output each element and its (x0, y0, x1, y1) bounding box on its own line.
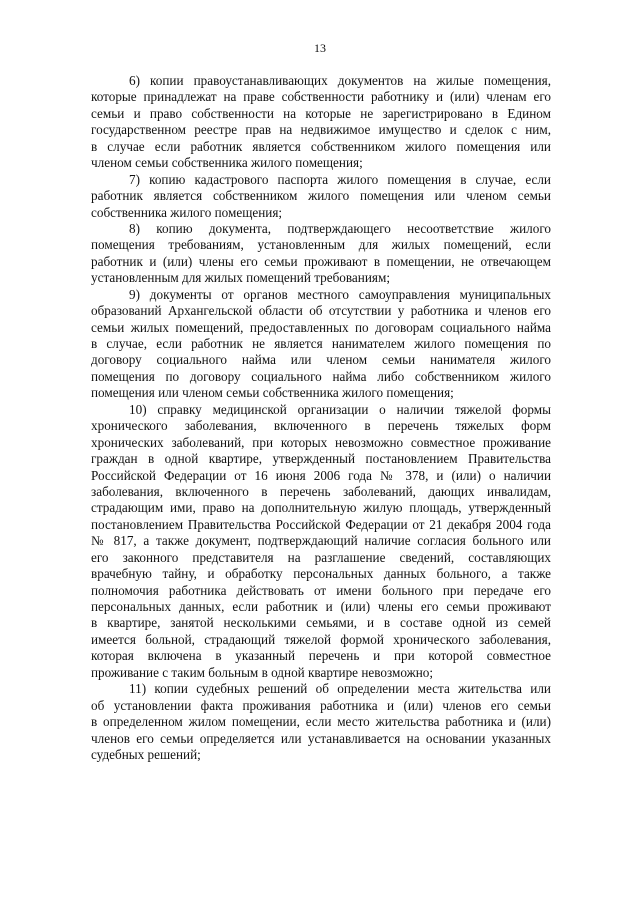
text-line: государственном реестре прав на недвижимое имущество и сделок с ним, (91, 122, 551, 138)
text-line: помещения или членом семьи собственника жилого помещения; (91, 385, 454, 401)
text-line: персональных данных, если работник и (или) члены его семьи проживают (91, 599, 551, 614)
text-line: врачебную тайну, и обработку персональных данных больного, а также (91, 566, 551, 582)
text-line: 10) справку медицинской организации о наличии тяжелой формы (129, 401, 551, 417)
text-line: помещения по договору социального найма либо собственником жилого (91, 368, 551, 384)
text-line: страдающим ими, право на дополнительную жилую площадь, утвержденный (91, 500, 551, 516)
text-line: которые принадлежат на праве собственности работнику и (или) членам его (91, 89, 551, 105)
text-line: семьи жилых помещений, предоставленных по договорам социального найма (91, 319, 551, 335)
text-line: проживание с таким больным в одной квартире невозможно; (91, 664, 434, 680)
text-line: в случае если работник является собственником жилого помещения или (91, 138, 551, 154)
text-line: в случае, если работник не является нанимателем жилого помещения по (91, 336, 551, 351)
text-line: помещения требованиям, установленным для жилых помещений, если (91, 237, 551, 253)
text-line: в квартире, занятой несколькими семьями, и в составе одной из семей (91, 615, 551, 631)
text-line: работник является собственником жилого помещения или членом семьи (91, 188, 551, 204)
text-line: судебных решений; (91, 746, 201, 762)
text-line: 9) документы от органов местного самоуправления муниципальных (129, 286, 551, 302)
text-line: работник и (или) члены его семьи проживают в помещении, не отвечающем (91, 253, 551, 269)
paragraph-item-9 (91, 287, 551, 402)
text-line: 8) копию документа, подтверждающего несоответствие жилого (129, 220, 551, 236)
paragraph-item-8 (91, 221, 551, 287)
paragraph-item-11 (91, 681, 551, 763)
paragraph-item-6 (91, 73, 551, 172)
text-line: № 817, а также документ, подтверждающий наличие согласия больного или (91, 533, 551, 549)
paragraph-item-10 (91, 402, 551, 681)
text-line: полномочия работника действовать от имени больного при передаче его (91, 582, 551, 598)
text-line: в определенном жилом помещении, если место жительства работника и (или) (91, 714, 551, 730)
text-line: его законного представителя на разглашение сведений, составляющих (91, 549, 551, 565)
text-line: членом семьи собственника жилого помещения; (91, 155, 363, 171)
text-line: 11) копии судебных решений об определении места жительства или (129, 681, 551, 697)
text-line: 7) копию кадастрового паспорта жилого помещения в случае, если (129, 171, 551, 187)
text-line: 6) копии правоустанавливающих документов на жилые помещения, (129, 73, 551, 88)
text-line: хронических заболеваний, при которых невозможно совместное проживание (91, 434, 551, 450)
text-line: хронического заболевания, включенного в перечень тяжелых форм (91, 418, 551, 434)
text-line: граждан в одной квартире, утвержденный постановлением Правительства (91, 451, 551, 467)
page-number: 13 (314, 41, 326, 55)
text-line: собственника жилого помещения; (91, 204, 283, 220)
text-line: членов его семьи определяется или устанавливается на основании указанных (91, 730, 551, 746)
text-line: которая включена в указанный перечень и при которой совместное (91, 648, 551, 664)
text-line: образований Архангельской области об отсутствии у работника и членов его (91, 303, 551, 319)
text-line: об установлении факта проживания работника и (или) членов его семьи (91, 697, 551, 713)
text-line: семьи и право собственности на которые не зарегистрировано в Едином (91, 105, 551, 121)
text-line: имеется больной, страдающий тяжелой формой хронического заболевания, (91, 631, 551, 647)
text-line: Российской Федерации от 16 июня 2006 года № 378, и (или) о наличии (91, 467, 551, 483)
text-line: установленным для жилых помещений требованиям; (91, 270, 390, 286)
text-line: договору социального найма или членом семьи нанимателя жилого (91, 352, 551, 368)
paragraph-item-7 (91, 172, 551, 221)
document-body (91, 73, 551, 763)
text-line: постановлением Правительства Российской Федерации от 21 декабря 2004 года (91, 516, 551, 532)
text-line: заболевания, включенного в перечень заболеваний, дающих инвалидам, (91, 483, 551, 499)
